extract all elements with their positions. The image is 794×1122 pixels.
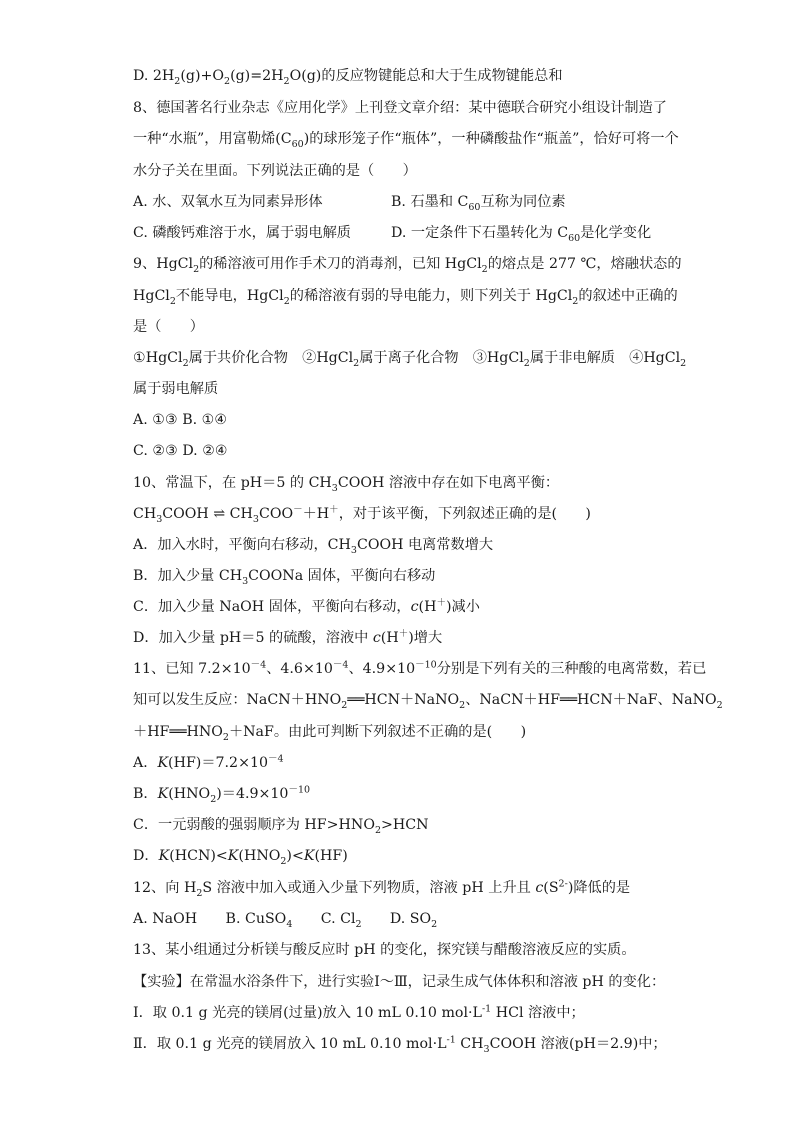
text-line-q13-2: 【实验】在常温水浴条件下，进行实验Ⅰ～Ⅲ，记录生成气体体积和溶液 pH 的变化： [133, 974, 666, 990]
option-q8-d: D. 一定条件下石墨转化为 $C_{60}$是化学变化 [391, 225, 652, 244]
text-line-q9-cd: C. ②③ D. ②④ [133, 443, 228, 459]
option-q8-a: A. 水、双氧水互为同素异形体 [133, 194, 323, 210]
text-line-q12-opts: A. NaOH B. CuSO$_4$ C. $Cl_2$ D. $SO_2$ [133, 911, 438, 930]
text-line-q11-1: 11、已知 $7.2\times 10^{-4}$、$4.6\times 10^{-4}$、$4.9\times 10^{-10}$分别是下列有关的三种酸的电离常数，若已 [133, 659, 707, 677]
text-line-q8-3: 水分子关在里面。下列说法正确的是（ ） [133, 163, 417, 179]
text-line-q13-3: Ⅰ．取 0.1 g 光亮的镁屑(过量)放入 10 mL 0.10 $mol\cdot L^{-1}$ HCl 溶液中； [133, 1003, 585, 1021]
text-line-q9-1: 9、HgCl$_2$的稀溶液可用作手术刀的消毒剂，已知 HgCl$_2$的熔点是 277 ℃，熔融状态的 [133, 256, 682, 275]
text-line-q11-b: B．$K(HNO_2)=4.9\times 10^{-10}$ [133, 784, 311, 805]
text-line-q9-4: ①HgCl$_2$属于共价化合物 ②HgCl$_2$属于离子化合物 ③HgCl$_2$属于非电解质 ④HgCl$_2$ [133, 350, 687, 369]
text-line-q12-1: 12、向 $H_2S$ 溶液中加入或通入少量下列物质，溶液 pH 上升且 $c(S^{2-})$降低的是 [133, 878, 631, 899]
text-line-q11-2: 知可以发生反应：$NaCN+HNO_2══HCN+NaNO_2$、NaCN＋HF══HCN＋NaF、NaNO$_2$ [133, 692, 723, 711]
text-line-q10-b: B．加入少量 $CH_3COONa$ 固体，平衡向右移动 [133, 568, 436, 587]
option-q8-b: B. 石墨和 $C_{60}$互称为同位素 [391, 194, 566, 213]
option-q8-c: C. 磷酸钙难溶于水，属于弱电解质 [133, 225, 351, 241]
text-line-q11-a: A．$K(HF)=7.2\times 10^{-4}$ [133, 753, 284, 771]
text-line-q11-d: D．$K(HCN)<K(HNO_2)<K(HF)$ [133, 848, 348, 867]
text-line-q9-3: 是（ ） [133, 319, 204, 335]
text-line-q10-2: $CH_3COOH$ ⇌ $CH_3COO^-+H^+$，对于该平衡，下列叙述正确的是( ) [133, 504, 591, 525]
text-line-q10-d: D．加入少量 pH＝5 的硫酸，溶液中 c(H＋)增大 [133, 628, 443, 646]
text-line-q9-ab: A. ①③ B. ①④ [133, 412, 228, 428]
text-line-q11-3: $+HF══HNO_2+NaF$。由此可判断下列叙述不正确的是( ) [133, 724, 527, 743]
text-line-q10-a: A．加入水时，平衡向右移动，$CH_3COOH$ 电离常数增大 [133, 537, 494, 556]
text-line-q13-4: Ⅱ．取 0.1 g 光亮的镁屑放入 10 mL 0.10 $mol\cdot L^{-1}$ $CH_3COOH$ 溶液(pH＝2.9)中； [133, 1034, 667, 1055]
text-line-q13-1: 13、某小组通过分析镁与酸反应时 pH 的变化，探究镁与醋酸溶液反应的实质。 [133, 942, 636, 958]
text-line-q7d: D. $2H_2(g)+O_2(g)=2H_2O(g)$的反应物键能总和大于生成物键能总和 [133, 68, 563, 87]
text-line-q9-2: HgCl$_2$不能导电，HgCl$_2$的稀溶液有弱的导电能力，则下列关于 HgCl$_2$的叙述中正确的 [133, 288, 678, 307]
text-line-q9-5: 属于弱电解质 [133, 381, 219, 397]
text-line-q10-1: 10、常温下，在 pH＝5 的 $CH_3COOH$ 溶液中存在如下电离平衡： [133, 475, 560, 494]
text-line-q11-c: C．一元弱酸的强弱顺序为 $HF>HNO_2>HCN$ [133, 817, 429, 836]
text-line-q10-c: C．加入少量 NaOH 固体，平衡向右移动，c(H＋)减小 [133, 597, 480, 615]
text-line-q8-2: 一种“水瓶”，用富勒烯$(C_{60})$的球形笼子作“瓶体”，一种磷酸盐作“瓶盖”，恰好可将一个 [133, 131, 679, 150]
text-line-q8-1: 8、德国著名行业杂志《应用化学》上刊登文章介绍：某中德联合研究小组设计制造了 [133, 100, 667, 116]
